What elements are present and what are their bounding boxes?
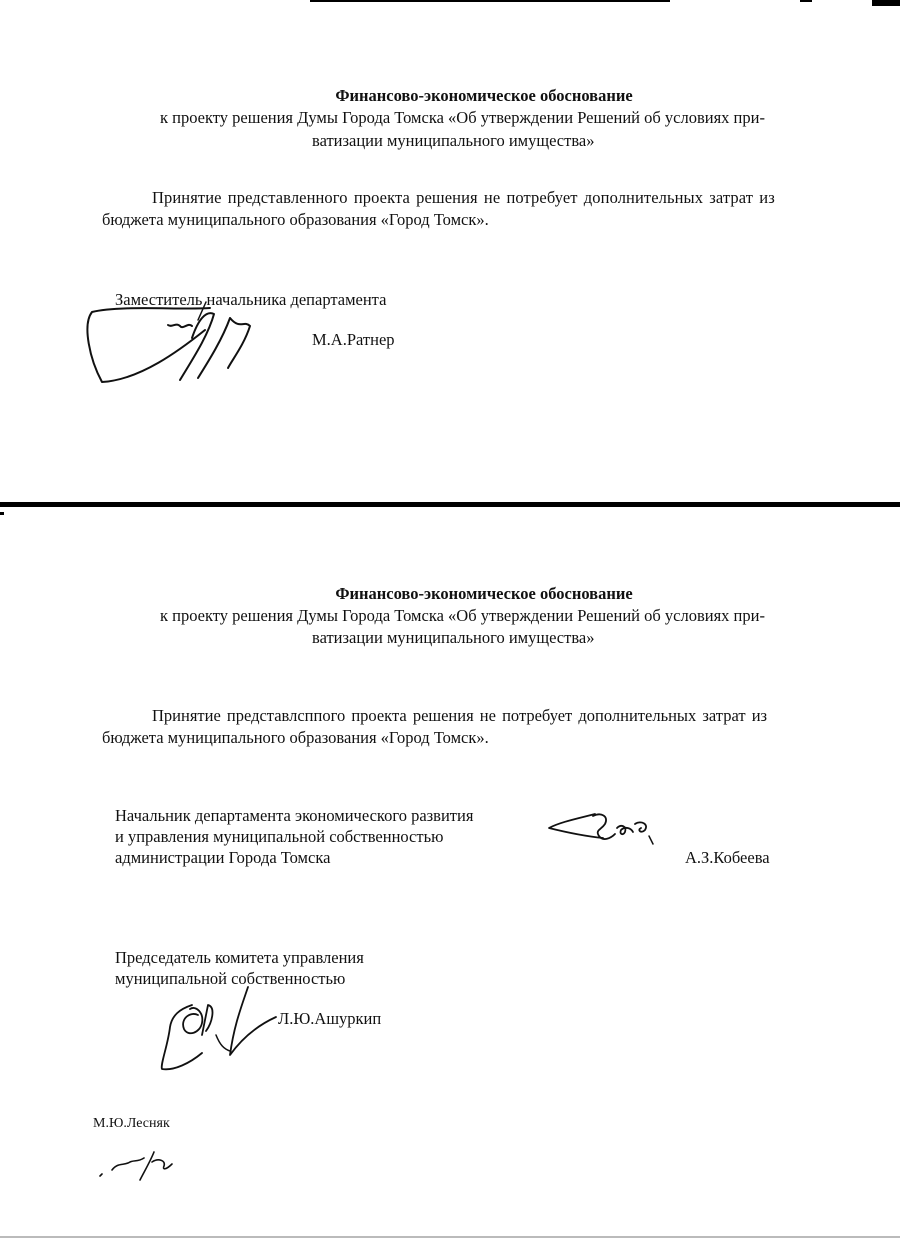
page1-body-line2: бюджета муниципального образования «Город Томск». — [102, 210, 489, 229]
page2-signatory2-line2: муниципальной собственностью — [115, 969, 346, 988]
scan-left-mark — [0, 512, 4, 515]
page2-subtitle-line1: к проекту решения Думы Города Томска «Об утверждении Решений об условиях при- — [160, 606, 765, 625]
page2-signatory2-line1: Председатель комитета управления — [115, 948, 364, 967]
page1-signature — [80, 290, 270, 400]
page2-subtitle-line2: ватизации муниципального имущества» — [312, 628, 595, 647]
page2-signatory2-name: Л.Ю.Ашуркип — [278, 1009, 382, 1028]
page1-title: Финансово-экономическое обоснование — [335, 86, 633, 105]
page2-body-line1: Принятие представлсппого проекта решения не потребует дополнительных затрат из — [152, 706, 768, 725]
page2-signatory1-line3: администрации Города Томска — [115, 848, 331, 867]
page2-signatory1-line1: Начальник департамента экономического развития — [115, 806, 474, 825]
page1-subtitle-line2: ватизации муниципального имущества» — [312, 131, 595, 150]
scan-bottom-line — [0, 1236, 900, 1238]
scan-top-right-mark — [872, 0, 900, 6]
page1-signatory-name: М.А.Ратнер — [312, 330, 395, 349]
page2-title: Финансово-экономическое обоснование — [335, 584, 633, 603]
page-separator — [0, 502, 900, 507]
scan-top-line — [310, 0, 670, 2]
page2-executor-name: М.Ю.Лесняк — [93, 1116, 170, 1131]
page1-body-line1: Принятие представленного проекта решения не потребует дополнительных затрат из — [152, 188, 775, 207]
page1-subtitle-line1: к проекту решения Думы Города Томска «Об утверждении Решений об условиях при- — [160, 108, 765, 127]
page2-signature-2 — [150, 975, 280, 1075]
page2-body-line2: бюджета муниципального образования «Город Томск». — [102, 728, 489, 747]
page1-signatory-position: Заместитель начальника департамента — [115, 290, 387, 309]
page2-signature-1 — [545, 808, 660, 853]
page2-signatory1-line2: и управления муниципальной собственностью — [115, 827, 444, 846]
page2-executor-signature — [96, 1148, 181, 1183]
scan-top-small-mark — [800, 0, 812, 2]
page2-signatory1-name: А.З.Кобеева — [685, 848, 770, 867]
